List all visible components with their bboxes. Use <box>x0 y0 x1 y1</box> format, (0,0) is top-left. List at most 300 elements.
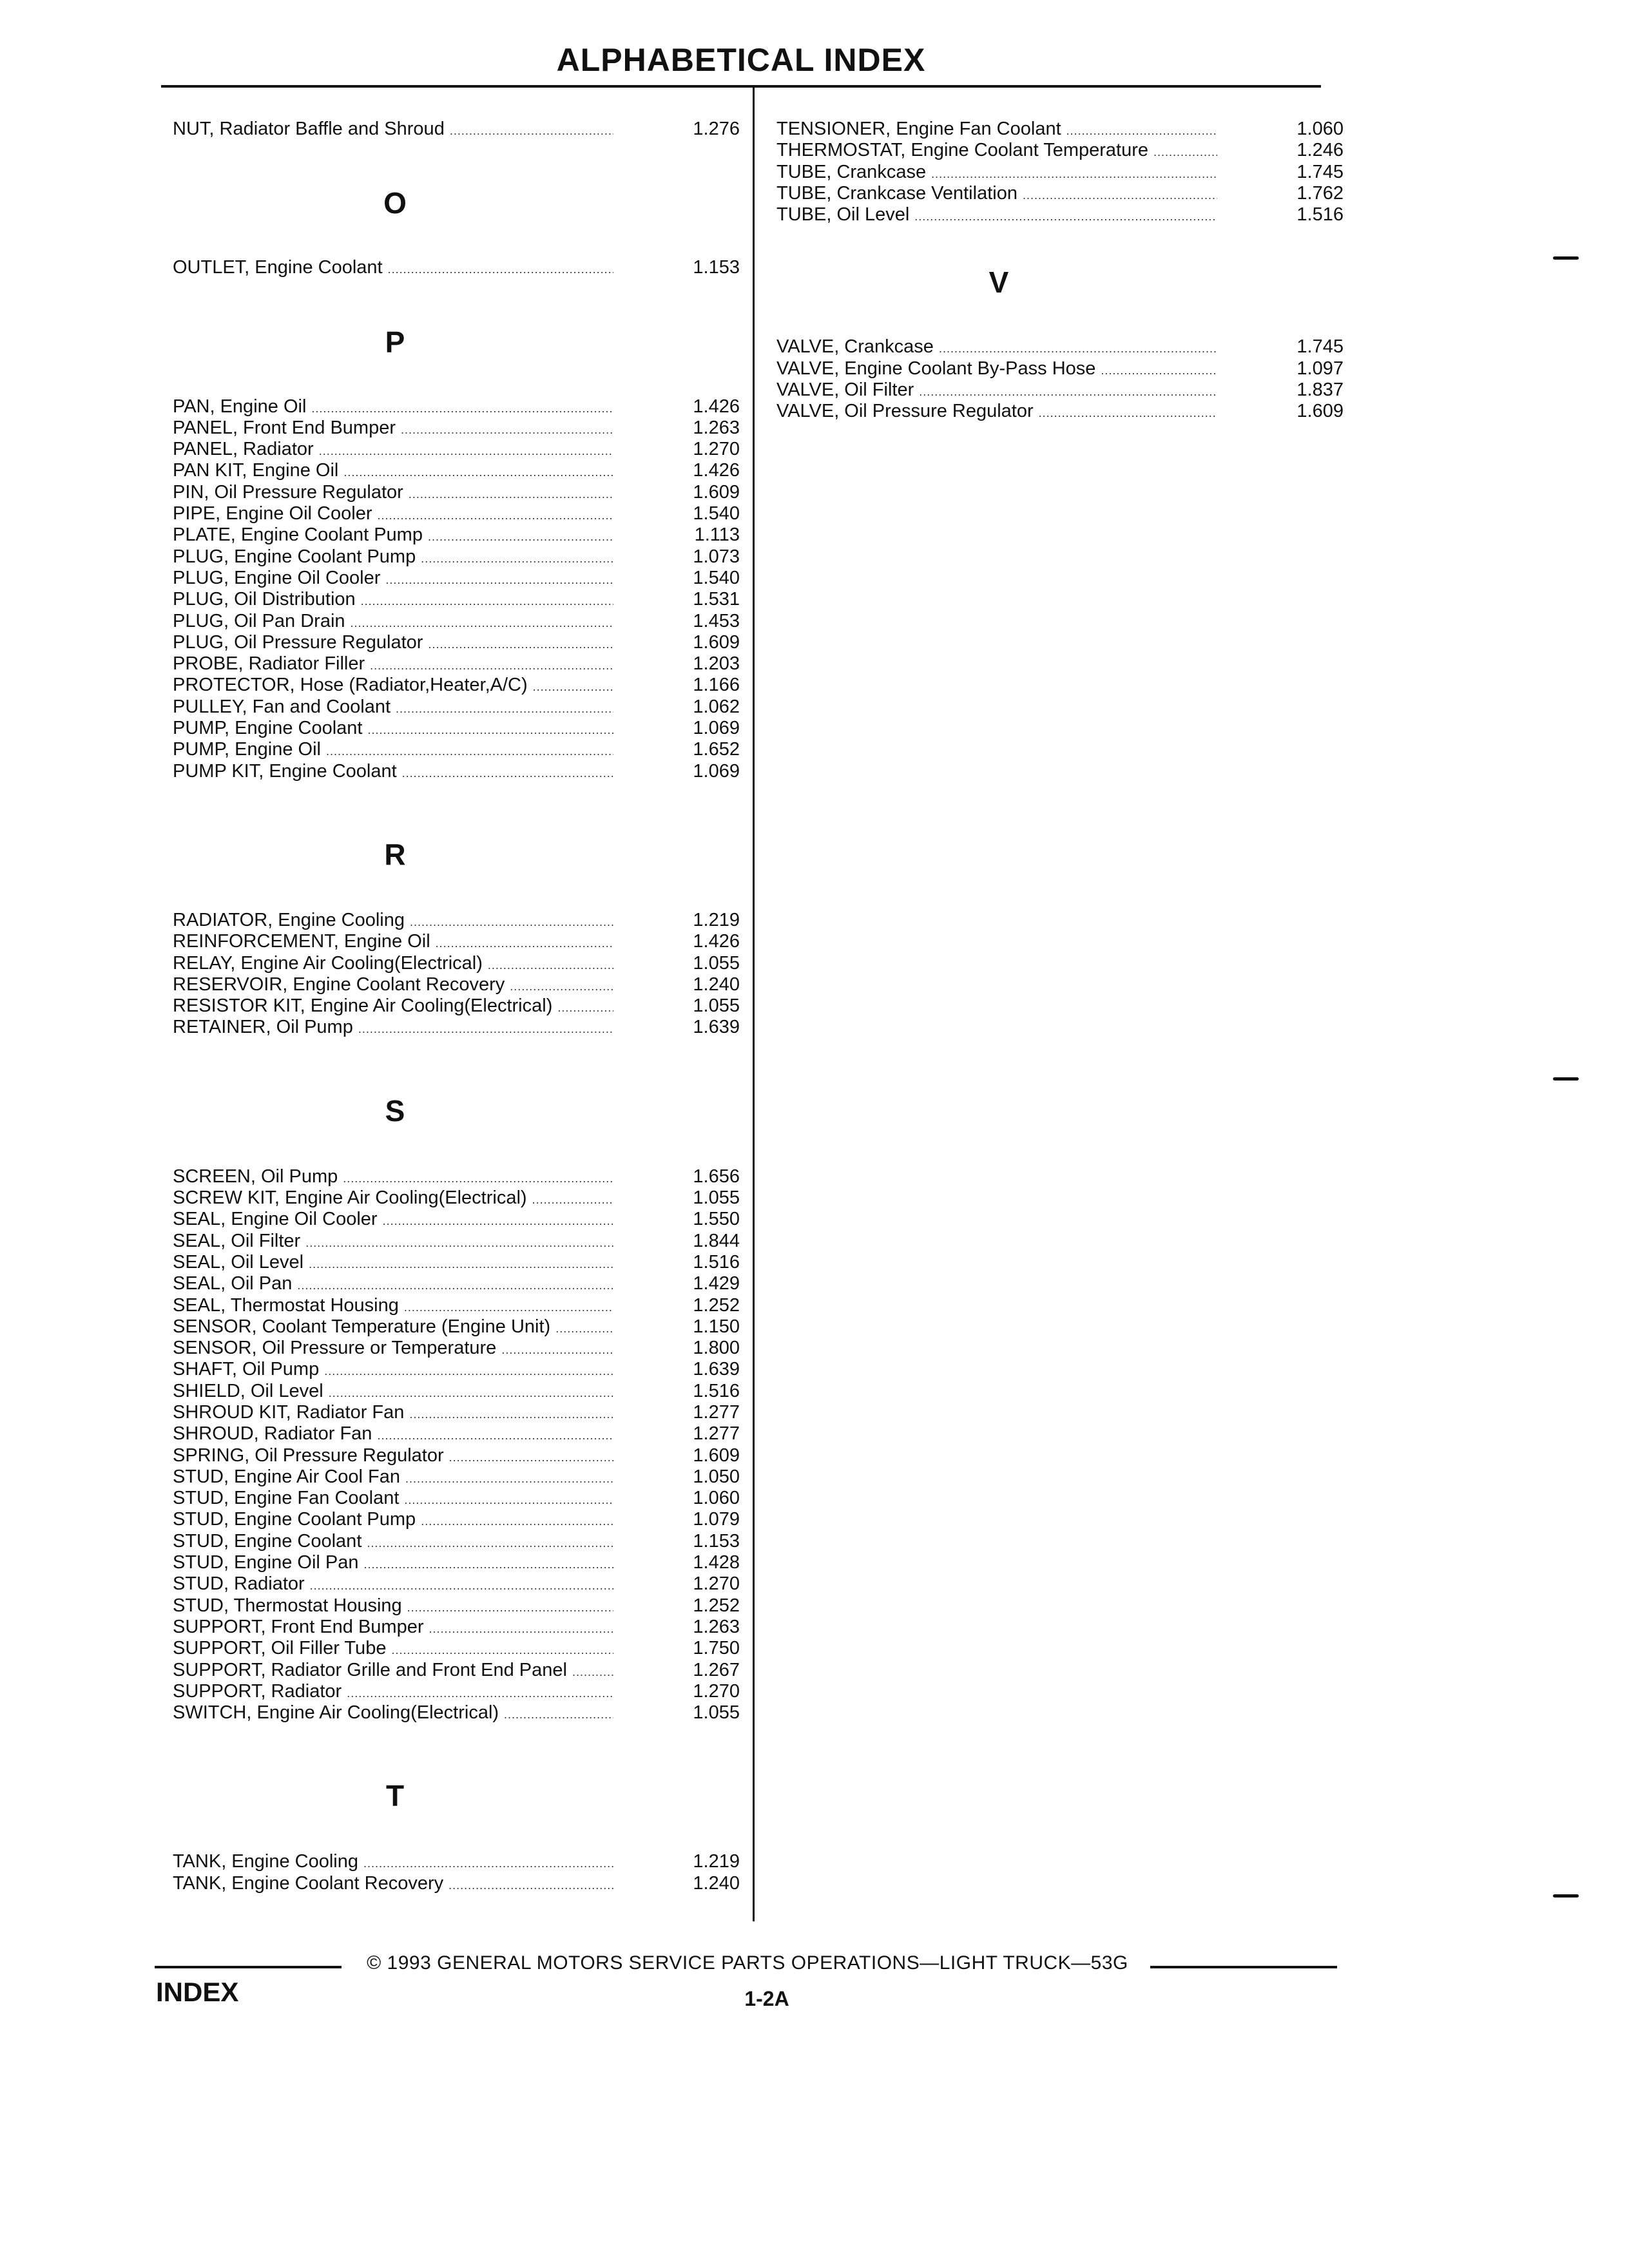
entry-page-number: 1.453 <box>693 610 740 631</box>
entry-lead <box>776 358 1221 380</box>
dot-leader <box>450 119 613 140</box>
entry-name: RESERVOIR, Engine Coolant Recovery <box>173 974 505 995</box>
index-section <box>173 1091 740 1724</box>
entry-name: THERMOSTAT, Engine Coolant Temperature <box>776 140 1149 161</box>
index-entry <box>173 418 740 439</box>
entry-lead <box>173 1488 617 1509</box>
dot-leader <box>377 503 613 524</box>
dot-leader <box>343 460 613 481</box>
entry-page-number: 1.060 <box>693 1488 740 1509</box>
entry-lead <box>173 697 617 718</box>
entry-name: STUD, Engine Coolant <box>173 1530 362 1552</box>
entry-page-number: 1.050 <box>693 1466 740 1487</box>
entry-lead <box>173 1252 617 1273</box>
index-section <box>173 184 740 278</box>
entry-page-number: 1.166 <box>693 675 740 696</box>
entry-lead <box>173 1187 617 1209</box>
dot-leader <box>343 1166 613 1187</box>
dot-leader <box>391 1638 613 1659</box>
index-entry <box>173 1338 740 1359</box>
entry-page-number: 1.609 <box>1296 401 1344 422</box>
dot-leader <box>533 675 613 696</box>
dot-leader <box>409 482 613 503</box>
dot-leader <box>1039 401 1217 422</box>
entry-page-number: 1.429 <box>693 1273 740 1294</box>
index-entry <box>173 1273 740 1294</box>
entry-lead <box>173 1617 617 1638</box>
dot-leader <box>311 396 613 418</box>
index-section <box>173 119 740 140</box>
entry-page-number: 1.153 <box>693 257 740 278</box>
entry-page-number: 1.540 <box>693 567 740 588</box>
index-section <box>173 1776 740 1894</box>
entry-page-number: 1.097 <box>1296 358 1344 379</box>
entry-lead <box>173 568 617 589</box>
entry-name: SCREW KIT, Engine Air Cooling(Electrical) <box>173 1187 527 1209</box>
dot-leader <box>309 1252 613 1273</box>
index-entry <box>173 589 740 610</box>
entry-lead <box>173 524 617 546</box>
entry-name: RELAY, Engine Air Cooling(Electrical) <box>173 952 483 974</box>
dot-leader <box>436 931 613 952</box>
entry-lead <box>173 718 617 739</box>
dot-leader <box>388 257 613 278</box>
index-entry <box>173 1681 740 1702</box>
entry-name: PLUG, Engine Coolant Pump <box>173 546 416 567</box>
dot-leader <box>504 1702 613 1724</box>
entry-page-number: 1.055 <box>693 995 740 1017</box>
footer-section-label: INDEX <box>156 1977 239 2007</box>
entry-lead <box>173 1402 617 1423</box>
index-entry <box>173 1209 740 1230</box>
dot-leader <box>377 1423 613 1445</box>
entry-lead <box>776 162 1221 183</box>
entry-name: TUBE, Oil Level <box>776 204 910 226</box>
entry-name: TUBE, Crankcase Ventilation <box>776 182 1017 204</box>
dot-leader <box>572 1660 613 1681</box>
index-entry <box>173 1509 740 1530</box>
index-entry <box>173 697 740 718</box>
dot-leader <box>428 632 613 653</box>
index-entry <box>173 1531 740 1552</box>
entry-name: SHIELD, Oil Level <box>173 1380 323 1401</box>
entry-page-number: 1.263 <box>693 417 740 438</box>
dot-leader <box>363 1851 613 1872</box>
entry-name: SEAL, Oil Pan <box>173 1273 293 1294</box>
entry-name: PAN KIT, Engine Oil <box>173 460 339 481</box>
dot-leader <box>501 1338 613 1359</box>
entry-page-number: 1.516 <box>693 1251 740 1273</box>
entry-page-number: 1.079 <box>693 1509 740 1530</box>
entry-page-number: 1.652 <box>693 739 740 760</box>
dot-leader <box>421 546 613 568</box>
entry-lead <box>173 931 617 952</box>
dot-leader <box>358 1017 613 1038</box>
entry-page-number: 1.060 <box>1296 119 1344 139</box>
entry-page-number: 1.277 <box>693 1401 740 1423</box>
entry-page-number: 1.150 <box>693 1316 740 1337</box>
entry-page-number: 1.550 <box>693 1209 740 1230</box>
dot-leader <box>931 162 1217 183</box>
entry-page-number: 1.277 <box>693 1423 740 1445</box>
entry-lead <box>173 653 617 675</box>
entry-lead <box>776 119 1221 140</box>
entry-name: SEAL, Engine Oil Cooler <box>173 1209 378 1230</box>
entry-lead <box>776 183 1221 204</box>
index-entry <box>776 401 1350 422</box>
entry-name: STUD, Engine Oil Pan <box>173 1552 359 1573</box>
dot-leader <box>326 739 613 760</box>
left-index-column <box>173 119 740 1894</box>
index-entry <box>173 761 740 782</box>
page-title: ALPHABETICAL INDEX <box>556 42 926 78</box>
entry-page-number: 1.639 <box>693 1359 740 1380</box>
entry-name: PLATE, Engine Coolant Pump <box>173 524 423 546</box>
entry-lead <box>173 460 617 481</box>
entry-page-number: 1.153 <box>693 1530 740 1552</box>
entry-lead <box>173 482 617 503</box>
entry-page-number: 1.656 <box>693 1166 740 1187</box>
section-letter: S <box>385 1093 405 1128</box>
entry-lead <box>173 953 617 974</box>
entry-page-number: 1.531 <box>693 589 740 610</box>
dot-leader <box>914 204 1217 226</box>
entry-name: PANEL, Radiator <box>173 439 314 460</box>
dot-leader <box>919 380 1217 401</box>
dot-leader <box>1066 119 1217 140</box>
entry-lead <box>173 1273 617 1294</box>
entry-name: SUPPORT, Radiator Grille and Front End Panel <box>173 1659 567 1680</box>
entry-name: PROTECTOR, Hose (Radiator,Heater,A/C) <box>173 675 528 696</box>
entry-name: STUD, Thermostat Housing <box>173 1595 402 1616</box>
entry-name: RESISTOR KIT, Engine Air Cooling(Electrical) <box>173 995 553 1017</box>
entry-name: PIPE, Engine Oil Cooler <box>173 503 372 524</box>
entry-name: SUPPORT, Front End Bumper <box>173 1616 424 1637</box>
dot-leader <box>367 718 613 739</box>
title-rule <box>161 85 1321 88</box>
dot-leader <box>402 761 613 782</box>
entry-page-number: 1.639 <box>693 1017 740 1038</box>
entry-page-number: 1.270 <box>693 1680 740 1702</box>
entry-name: PULLEY, Fan and Coolant <box>173 696 391 717</box>
entry-name: SENSOR, Coolant Temperature (Engine Unit) <box>173 1316 551 1337</box>
dot-leader <box>409 1402 613 1423</box>
entry-lead <box>776 336 1221 358</box>
entry-page-number: 1.609 <box>693 1445 740 1466</box>
entry-page-number: 1.219 <box>693 1851 740 1872</box>
entry-page-number: 1.270 <box>693 439 740 460</box>
index-entry <box>776 358 1350 380</box>
entry-name: PLUG, Oil Pan Drain <box>173 610 345 631</box>
entry-page-number: 1.203 <box>693 653 740 675</box>
entry-page-number: 1.745 <box>1296 161 1344 182</box>
entry-lead <box>173 1573 617 1595</box>
index-entry <box>173 995 740 1017</box>
entry-name: SPRING, Oil Pressure Regulator <box>173 1445 444 1466</box>
index-entry <box>173 1466 740 1488</box>
footer-page-number: 1-2A <box>744 1987 789 2010</box>
index-entry <box>173 1851 740 1872</box>
index-entry <box>173 257 740 278</box>
entry-name: NUT, Radiator Baffle and Shroud <box>173 119 445 139</box>
dot-leader <box>310 1573 613 1595</box>
entry-page-number: 1.426 <box>693 396 740 417</box>
entry-lead <box>173 995 617 1017</box>
entry-page-number: 1.069 <box>693 718 740 739</box>
section-letter: P <box>385 325 405 359</box>
entry-page-number: 1.844 <box>693 1230 740 1251</box>
index-entry <box>173 546 740 568</box>
entry-name: SHROUD KIT, Radiator Fan <box>173 1401 405 1423</box>
index-entry <box>173 460 740 481</box>
entry-name: SEAL, Oil Filter <box>173 1230 301 1251</box>
entry-name: OUTLET, Engine Coolant <box>173 257 383 278</box>
entry-name: PROBE, Radiator Filler <box>173 653 365 675</box>
entry-lead <box>173 1359 617 1380</box>
entry-name: PLUG, Oil Pressure Regulator <box>173 631 423 653</box>
index-section <box>776 119 1350 226</box>
index-entry <box>173 1231 740 1252</box>
entry-page-number: 1.762 <box>1296 182 1344 204</box>
entry-page-number: 1.428 <box>693 1552 740 1573</box>
entry-lead <box>173 1209 617 1230</box>
entry-page-number: 1.246 <box>1296 140 1344 161</box>
dot-leader <box>428 524 613 546</box>
index-entry <box>173 611 740 632</box>
entry-name: STUD, Engine Fan Coolant <box>173 1488 400 1509</box>
entry-lead <box>173 589 617 610</box>
entry-name: TUBE, Crankcase <box>776 161 927 182</box>
index-entry <box>173 1573 740 1595</box>
dot-leader <box>297 1273 613 1294</box>
dot-leader <box>421 1509 613 1530</box>
entry-lead <box>173 439 617 460</box>
index-section <box>173 323 740 782</box>
entry-name: STUD, Engine Air Cool Fan <box>173 1466 400 1487</box>
dot-leader <box>939 336 1217 358</box>
entry-page-number: 1.252 <box>693 1294 740 1316</box>
entry-page-number: 1.069 <box>693 760 740 782</box>
dot-leader <box>532 1187 613 1209</box>
index-entry <box>173 1402 740 1423</box>
entry-name: TANK, Engine Cooling <box>173 1851 359 1872</box>
index-entry <box>173 1252 740 1273</box>
entry-lead <box>173 632 617 653</box>
dot-leader <box>305 1231 613 1252</box>
entry-lead <box>173 1423 617 1445</box>
index-entry <box>776 336 1350 358</box>
dot-leader <box>407 1595 613 1617</box>
entry-page-number: 1.516 <box>1296 204 1344 226</box>
entry-lead <box>173 396 617 418</box>
entry-name: PUMP, Engine Oil <box>173 739 321 760</box>
dot-leader <box>429 1617 613 1638</box>
index-entry <box>173 1552 740 1573</box>
index-entry <box>173 1488 740 1509</box>
index-entry <box>173 1316 740 1338</box>
entry-page-number: 1.055 <box>693 952 740 974</box>
right-index-column <box>776 119 1350 423</box>
index-entry <box>173 1423 740 1445</box>
entry-lead <box>173 1638 617 1659</box>
entry-lead <box>776 140 1221 161</box>
entry-lead <box>173 1231 617 1252</box>
entry-name: VALVE, Crankcase <box>776 336 934 358</box>
dot-leader <box>448 1873 613 1894</box>
entry-lead <box>173 1873 617 1894</box>
index-entry <box>173 396 740 418</box>
entry-lead <box>173 1466 617 1488</box>
entry-name: VALVE, Engine Coolant By-Pass Hose <box>776 358 1096 379</box>
entry-lead <box>173 1702 617 1724</box>
entry-name: VALVE, Oil Pressure Regulator <box>776 401 1034 422</box>
index-entry <box>173 1187 740 1209</box>
entry-name: SEAL, Oil Level <box>173 1251 304 1273</box>
entry-lead <box>173 1660 617 1681</box>
index-entry <box>173 439 740 460</box>
margin-tick-mark <box>1553 1894 1579 1898</box>
index-entry <box>173 1295 740 1316</box>
index-entry <box>173 1445 740 1466</box>
dot-leader <box>347 1681 613 1702</box>
entry-page-number: 1.267 <box>693 1659 740 1680</box>
index-entry <box>173 503 740 524</box>
index-entry <box>173 1873 740 1894</box>
margin-tick-mark <box>1553 1077 1579 1081</box>
entry-name: PANEL, Front End Bumper <box>173 417 396 438</box>
index-entry <box>173 1660 740 1681</box>
index-entry <box>173 632 740 653</box>
dot-leader <box>367 1531 613 1552</box>
entry-name: PLUG, Engine Oil Cooler <box>173 567 381 588</box>
entry-name: SUPPORT, Radiator <box>173 1680 342 1702</box>
entry-lead <box>173 1509 617 1530</box>
entry-lead <box>173 1681 617 1702</box>
entry-page-number: 1.240 <box>693 974 740 995</box>
index-entry <box>173 524 740 546</box>
index-entry <box>173 1381 740 1402</box>
entry-page-number: 1.113 <box>694 524 740 546</box>
entry-lead <box>173 1851 617 1872</box>
entry-page-number: 1.270 <box>693 1573 740 1595</box>
index-entry <box>776 380 1350 401</box>
section-letter: O <box>383 186 407 220</box>
entry-name: TENSIONER, Engine Fan Coolant <box>776 119 1061 139</box>
index-entry <box>776 119 1350 140</box>
entry-lead <box>173 974 617 995</box>
section-letter: T <box>385 1779 405 1813</box>
index-entry <box>173 482 740 503</box>
dot-leader <box>364 1552 613 1573</box>
entry-lead <box>776 380 1221 401</box>
dot-leader <box>404 1488 613 1509</box>
index-entry <box>776 140 1350 161</box>
index-entry <box>173 1595 740 1617</box>
entry-name: PAN, Engine Oil <box>173 396 307 417</box>
index-entry <box>173 910 740 931</box>
section-letter: R <box>384 837 406 871</box>
entry-page-number: 1.609 <box>693 631 740 653</box>
entry-lead <box>173 910 617 931</box>
entry-page-number: 1.263 <box>693 1616 740 1637</box>
entry-lead <box>173 761 617 782</box>
index-entry <box>173 1638 740 1659</box>
index-entry <box>173 718 740 739</box>
index-entry <box>173 675 740 696</box>
index-entry <box>776 162 1350 183</box>
dot-leader <box>449 1445 613 1466</box>
entry-page-number: 1.240 <box>693 1872 740 1894</box>
entry-lead <box>173 1166 617 1187</box>
entry-name: SEAL, Thermostat Housing <box>173 1294 399 1316</box>
entry-lead <box>173 418 617 439</box>
dot-leader <box>1101 358 1217 380</box>
entry-lead <box>173 1381 617 1402</box>
entry-page-number: 1.540 <box>693 503 740 524</box>
entry-lead <box>173 1445 617 1466</box>
entry-lead <box>776 204 1221 226</box>
index-entry <box>173 653 740 675</box>
entry-page-number: 1.609 <box>693 481 740 503</box>
entry-name: PLUG, Oil Distribution <box>173 589 356 610</box>
dot-leader <box>488 953 613 974</box>
dot-leader <box>401 418 613 439</box>
entry-name: TANK, Engine Coolant Recovery <box>173 1872 444 1894</box>
footer-rule-right <box>1150 1966 1337 1968</box>
index-entry <box>173 119 740 140</box>
index-entry <box>776 183 1350 204</box>
footer-copyright: © 1993 GENERAL MOTORS SERVICE PARTS OPERATIONS—LIGHT TRUCK—53G <box>367 1952 1128 1974</box>
footer-rule-left <box>155 1966 342 1968</box>
entry-lead <box>173 257 617 278</box>
entry-name: RETAINER, Oil Pump <box>173 1017 353 1038</box>
entry-page-number: 1.073 <box>693 546 740 567</box>
entry-name: SWITCH, Engine Air Cooling(Electrical) <box>173 1702 499 1724</box>
entry-name: RADIATOR, Engine Cooling <box>173 909 405 930</box>
entry-page-number: 1.800 <box>693 1338 740 1359</box>
entry-name: PUMP, Engine Coolant <box>173 718 363 739</box>
index-section <box>173 835 740 1039</box>
entry-lead <box>173 1338 617 1359</box>
dot-leader <box>324 1359 613 1380</box>
entry-lead <box>173 546 617 568</box>
entry-lead <box>173 611 617 632</box>
index-entry <box>173 931 740 952</box>
dot-leader <box>329 1381 613 1402</box>
dot-leader <box>555 1316 613 1338</box>
dot-leader <box>1023 183 1217 204</box>
entry-lead <box>173 1017 617 1038</box>
column-divider <box>753 88 755 1921</box>
entry-name: SCREEN, Oil Pump <box>173 1166 338 1187</box>
entry-lead <box>173 1316 617 1338</box>
dot-leader <box>361 589 613 610</box>
entry-page-number: 1.516 <box>693 1380 740 1401</box>
index-entry <box>173 1702 740 1724</box>
entry-lead <box>776 401 1221 422</box>
dot-leader <box>385 568 613 589</box>
dot-leader <box>410 910 613 931</box>
entry-page-number: 1.837 <box>1296 380 1344 401</box>
dot-leader <box>319 439 613 460</box>
entry-lead <box>173 1595 617 1617</box>
index-entry <box>173 974 740 995</box>
index-entry <box>173 1359 740 1380</box>
entry-page-number: 1.426 <box>693 460 740 481</box>
entry-lead <box>173 1295 617 1316</box>
entry-lead <box>173 503 617 524</box>
entry-name: SHROUD, Radiator Fan <box>173 1423 372 1445</box>
